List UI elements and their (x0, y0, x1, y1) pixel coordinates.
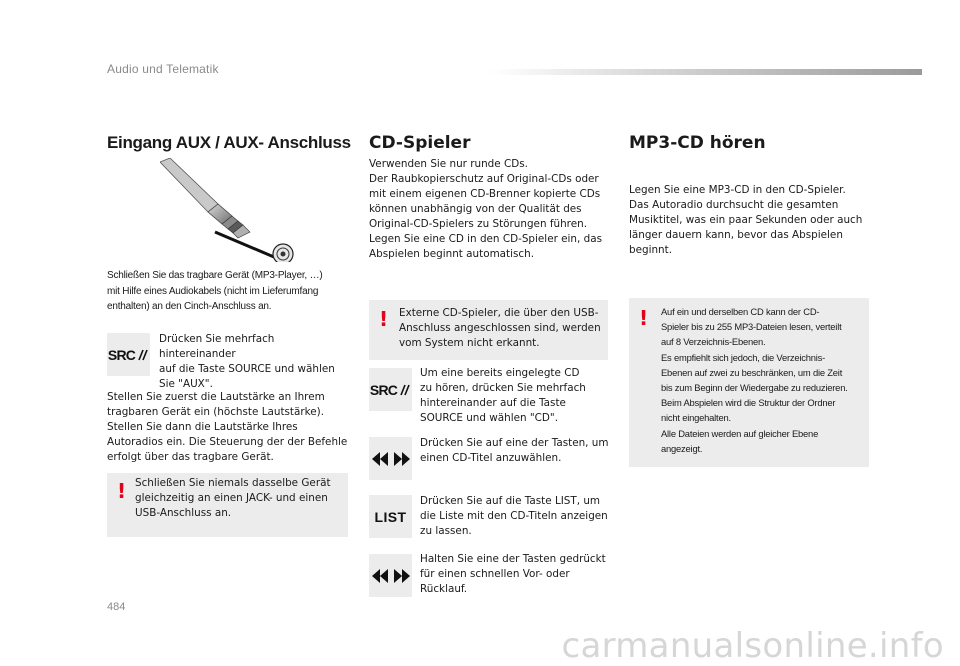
list-button-icon (369, 495, 412, 538)
source-button-icon (369, 368, 412, 411)
cd-heading: CD-Spieler (369, 133, 471, 153)
mp3-intro: Legen Sie eine MP3-CD in den CD-Spieler. Das Autoradio durchsucht die gesamten Musiktitel, was ein paar Sekunden oder auch länger dauern kann, bevor das Abspielen beginnt. (629, 184, 863, 256)
chapter-title: Audio und Telematik (107, 62, 219, 76)
aux-warning-note (107, 473, 348, 537)
fast-rewind-forward-icon (369, 554, 412, 597)
src-label: SRC (107, 346, 136, 363)
cd-track-instruction: Drücken Sie auf eine der Tasten, um einen CD-Titel anzuwählen. (420, 437, 609, 464)
source-button-icon (107, 333, 150, 376)
page-number: 484 (107, 601, 126, 613)
list-label: LIST (374, 508, 407, 525)
cd-warning-note (369, 300, 608, 360)
cd-seek-instruction: Halten Sie eine der Tasten gedrückt für einen schnellen Vor- oder Rücklauf. (420, 553, 606, 595)
cd-source-instruction: Um eine bereits eingelegte CD zu hören, drücken Sie mehrfach hintereinander auf die Taste SOURCE und wählen "CD". (420, 367, 586, 424)
cd-warning-text: Externe CD-Spieler, die über den USB- Anschluss angeschlossen sind, werden vom System nicht erkannt. (399, 307, 601, 349)
cd-list-instruction: Drücken Sie auf die Taste LIST, um die Liste mit den CD-Titeln anzeigen zu lassen. (420, 495, 608, 537)
src-label: SRC (369, 381, 398, 398)
header-gradient-bar (490, 69, 922, 75)
previous-next-icon (369, 437, 412, 480)
mp3-warning-text: Auf ein und derselben CD kann der CD- Spieler bis zu 255 MP3-Dateien lesen, verteilt auf 8 Verzeichnis-Ebenen. Es empfiehlt sich jedoch, die Verzeichnis- Ebenen auf zwei zu beschränken, um die Zeit bis zum Beginn der Wiedergabe zu reduzieren. Beim Abspielen wird die Struktur der Ordner nicht eingehalten. Alle Dateien werden auf gleicher Ebene angezeigt. (661, 306, 848, 454)
mp3-heading: MP3-CD hören (629, 133, 766, 153)
aux-heading: Eingang AUX / AUX- Anschluss (107, 133, 351, 152)
aux-volume-text: Stellen Sie zuerst die Lautstärke an Ihrem tragbaren Gerät ein (höchste Lautstärke). Stellen Sie dann die Lautstärke Ihres Autoradios ein. Die Steuerung der der Befehle erfolgt über das tragbare Gerät. (107, 391, 348, 463)
exclamation-icon: ! (117, 479, 127, 503)
exclamation-icon: ! (379, 307, 389, 331)
aux-source-instruction: Drücken Sie mehrfach hintereinander auf die Taste SOURCE und wählen Sie "AUX". (159, 333, 335, 390)
audio-jack-icon (160, 158, 300, 262)
cd-intro: Verwenden Sie nur runde CDs. Der Raubkopierschutz auf Original-CDs oder mit einem eigenen CD-Brenner kopierte CDs können unabhängig von der Qualität des Original-CD-Spielers zu Störungen führen. Legen Sie eine CD in den CD-Spieler ein, das Abspielen beginnt automatisch. (369, 158, 603, 260)
exclamation-icon: ! (639, 306, 649, 330)
mp3-warning-note (629, 298, 869, 467)
aux-warning-text: Schließen Sie niemals dasselbe Gerät gleichzeitig an einen JACK- und einen USB-Anschluss an. (135, 477, 331, 519)
aux-intro: Schließen Sie das tragbare Gerät (MP3-Player, …) mit Hilfe eines Audiokabels (nicht im Lieferumfang enthalten) an den Cinch-Anschluss an. (107, 270, 323, 312)
watermark: carmanualsonline.info (561, 626, 944, 666)
